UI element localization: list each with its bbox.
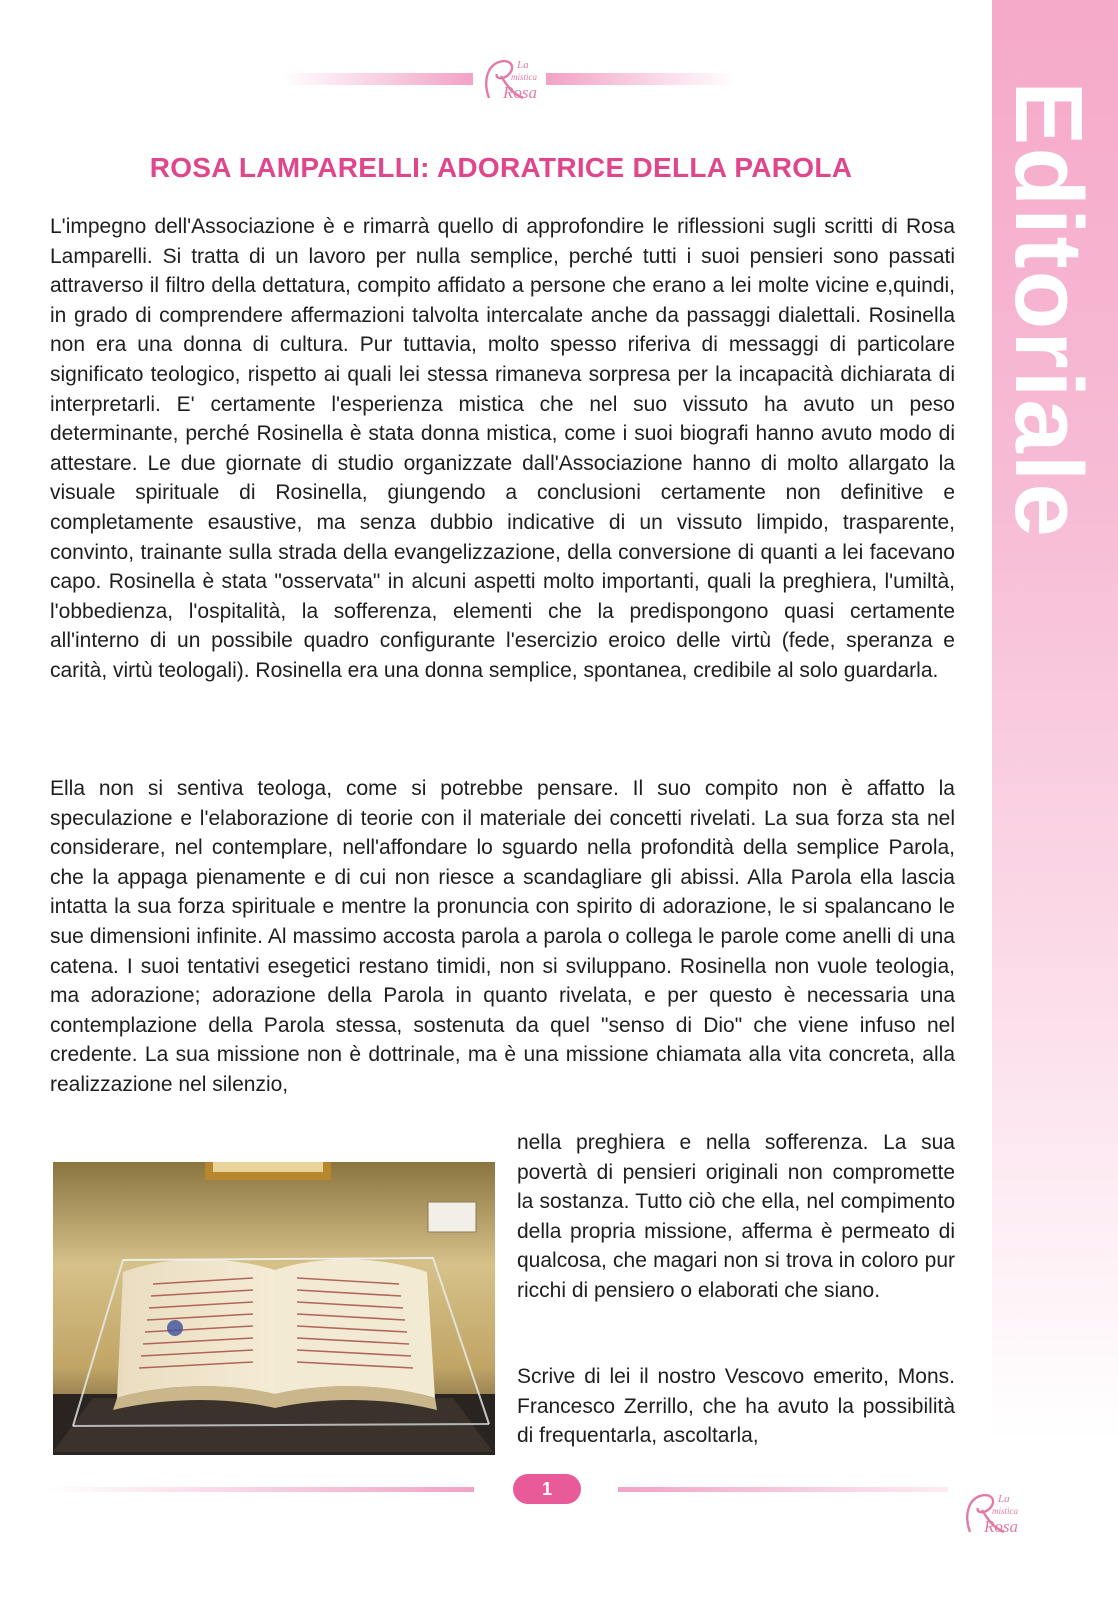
logo-text-la: La [517, 59, 529, 71]
footer-divider-left [46, 1487, 474, 1492]
paragraph-1: L'impegno dell'Associazione è e rimarrà quello di approfondire le riflessioni sugli scritti di Rosa Lamparelli. Si tratta di un lavoro per nulla semplice, perché tutti i suoi pensieri sono passati attraverso il filtro della dettatura, compito affidato a persone che erano a lei molte vicine e,quindi, in grado di comprendere affermazioni talvolta intercalate anche da passaggi dialettali. Rosinella non era una donna di cultura. Pur tuttavia, molto spesso riferiva di messaggi di particolare significato teologico, rispetto ai quali lei stessa rimaneva sorpresa per la incapacità dichiarata di interpretarli. E' certamente l'esperienza mistica che nel suo vissuto ha avuto un peso determinante, perché Rosinella è stata donna mistica, come i suoi biografi hanno avuto modo di attestare. Le due giornate di studio organizzate dall'Associazione hanno di molto allargato la visuale spirituale di Rosinella, giungendo a conclusioni certamente non definitive e completamente esaustive, ma senza dubbio indicative di un vissuto limpido, trasparente, convinto, trainante sulla strada della evangelizzazione, della conversione di quanti a lei facevano capo. Rosinella è stata "osservata" in alcuni aspetti molto importanti, quali la preghiera, l'umiltà, l'obbedienza, l'ospitalità, la sofferenza, elementi che la predispongono quasi certamente all'interno di un possibile quadro configurante l'esercizio eroico delle virtù (fede, speranza e carità, virtù teologali). Rosinella era una donna semplice, spontanea, credibile al solo guardarla. [50, 215, 955, 682]
paragraph-4: Scrive di lei il nostro Vescovo emerito, Mons. Francesco Zerrillo, che ha avuto la possibilità di frequentarla, ascoltarla, [517, 1365, 955, 1448]
header-divider-right [546, 73, 736, 85]
logo-text-mistica: mistica [992, 1506, 1018, 1516]
logo-text-rosa: Rosa [984, 1517, 1018, 1536]
logo-text-mistica: mistica [511, 72, 537, 82]
header-logo [473, 52, 545, 108]
header-divider-left [283, 73, 473, 85]
paragraph-2: Ella non si sentiva teologa, come si potrebbe pensare. Il suo compito non è affatto la speculazione e l'elaborazione di teorie con il materiale dei concetti rivelati. La sua forza sta nel considerare, nel contemplare, nell'affondare lo sguardo nella profondità della semplice Parola, che la appaga pienamente e di cui non riesce a scandagliare gli abissi. Alla Parola ella lascia intatta la sua forza spirituale e mentre la pronuncia con spirito di adorazione, le si spalancano le sue dimensioni infinite. Al massimo accosta parola a parola o collega le parole come anelli di una catena. I suoi tentativi esegetici restano timidi, non si sviluppano. Rosinella non vuole teologia, ma adorazione; adorazione della Parola in quanto rivelata, e per questo è necessaria una contemplazione della Parola stessa, sostenuta da quel "senso di Dio" che viene infuso nel credente. La sua missione non è dottrinale, ma è una missione chiamata alla vita concreta, alla realizzazione nel silenzio, [50, 777, 955, 1096]
book-display-photo [53, 1162, 495, 1455]
paragraph-3: nella preghiera e nella sofferenza. La sua povertà di pensieri originali non compromette la sostanza. Tutto ciò che ella, nel compimento della propria missione, afferma è permeato di qualcosa, che magari non si trova in coloro pur ricchi di pensiero o elaborati che siano. [517, 1131, 955, 1302]
logo-text-rosa: Rosa [503, 83, 537, 102]
logo-text-la: La [998, 1493, 1010, 1505]
footer-divider-right [618, 1487, 948, 1492]
article-title: ROSA LAMPARELLI: ADORATRICE DELLA PAROLA [149, 152, 853, 183]
page-number-badge: 1 [513, 1474, 581, 1504]
footer-logo [954, 1486, 1026, 1542]
section-label: Editoriale [995, 81, 1102, 539]
